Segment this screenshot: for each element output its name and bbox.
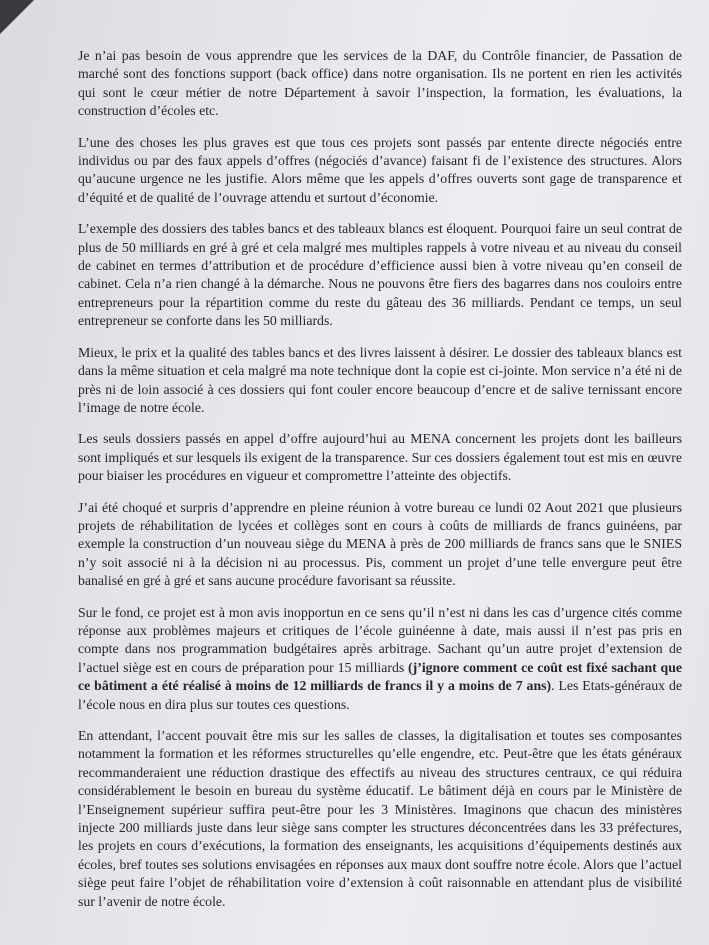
paragraph-1: Je n’ai pas besoin de vous apprendre que les services de la DAF, du Contrôle financier, de Passation de marché sont des fonctions support (back office) dans notre organisation. Ils ne portent en rien les activités qui sont le cœur métier de notre Département à savoir l’inspection, la formation, les évaluations, la construction d’écoles etc. (78, 48, 682, 119)
paragraph-5: Les seuls dossiers passés en appel d’offre aujourd’hui au MENA concernent les projets dont les bailleurs sont impliqués et sur lesquels ils exigent de la transparence. Sur ces dossiers également tout est mis en œuvre pour biaiser les procédures en vigueur et compromettre l’atteinte des objectifs. (78, 431, 682, 484)
folded-corner (0, 0, 34, 34)
paragraph-7 (78, 604, 682, 714)
paragraph-6: J’ai été choqué et surpris d’apprendre en pleine réunion à votre bureau ce lundi 02 Aout 2021 que plusieurs projets de réhabilitation de lycées et collèges sont en cours à coûts de milliards de francs guinéens, par exemple la construction d’un nouveau siège du MENA à près de 200 milliards de francs sans que le SNIES n’y soit associé ni à la décision ni au processus. Pis, comment un projet d’une telle envergure peut être banalisé en gré à gré et sans aucune procédure favorisant sa réussite. (78, 499, 682, 589)
letter-body (78, 47, 682, 924)
paragraph-7-text-end: . Les Etats-généraux de l’école nous en dira plus sur toutes ces questions. (78, 678, 682, 712)
paragraph-3: L’exemple des dossiers des tables bancs et des tableaux blancs est éloquent. Pourquoi faire un seul contrat de plus de 50 milliards en gré à gré et cela malgré mes multiples rappels à votre niveau et au niveau du conseil de cabinet en termes d’attribution et de procédure d’efficience aussi bien à votre niveau qu’en conseil de cabinet. Cela n’a rien changé à la démarche. Nous ne pouvons être fiers des bagarres dans nos couloirs entre entrepreneurs pour la répartition comme du reste du gâteau des 36 milliards. Pendant ce temps, un seul entrepreneur se conforte dans les 50 milliards. (78, 221, 682, 329)
paragraph-7-bold-aside: (j’ignore comment ce coût est fixé sachant que ce bâtiment a été réalisé à moins de 12 milliards de francs il y a moins de 7 ans) (78, 659, 682, 694)
paragraph-8: En attendant, l’accent pouvait être mis sur les salles de classes, la digitalisation et toutes ses composantes notamment la formation et les réformes structurelles qu’elle engendre, etc. Peut-être que les états généraux recommanderaient une réduction drastique des effectifs au niveau des structures centraux, ce qui réduira considérablement le besoin en bureau du système éducatif. Le bâtiment déjà en cours par le Ministère de l’Enseignement supérieur suffira peut-être pour les 3 Ministères. Imaginons que chacun des ministères injecte 200 milliards juste dans leur siège sans compter les structures déconcentrées dans les 33 préfectures, les projets en cours d’exécutions, la formation des enseignants, les acquisitions d’équipements destinés aux écoles, bref toutes ses solutions envisagées en réponses aux maux dont souffre notre école. Alors que l’actuel siège peut faire l’objet de réhabilitation voire d’extension à coût raisonnable en attendant plus de visibilité sur l’avenir de notre école. (78, 728, 682, 909)
paragraph-4: Mieux, le prix et la qualité des tables bancs et des livres laissent à désirer. Le dossier des tableaux blancs est dans la même situation et cela malgré ma note technique dont la copie est ci-jointe. Mon service n’a été ni de près ni de loin associé à ces dossiers qui font couler encore beaucoup d’encre et de salive ternissant encore l’image de notre école. (78, 344, 682, 415)
paragraph-2: L’une des choses les plus graves est que tous ces projets sont passés par entente directe négociés entre individus ou par des faux appels d’offres (négociés d’avance) faisant fi de l’existence des structures. Alors qu’aucune urgence ne les justifie. Alors même que les appels d’offres ouverts sont gage de transparence et d’équité et de qualité de l’ouvrage attendu et surtout d’économie. (78, 134, 682, 205)
paragraph-7-text-start: Sur le fond, ce projet est à mon avis inopportun en ce sens qu’il n’est ni dans les cas d’urgence cités comme réponse aux problèmes majeurs et critiques de l’école guinéenne à date, mais aussi il n’est pas pris en compte dans nos programmation budgétaires après arbitrage. Sachant qu’un autre projet d’extension de l’actuel siège est en cours de préparation pour 15 milliards (78, 604, 682, 675)
